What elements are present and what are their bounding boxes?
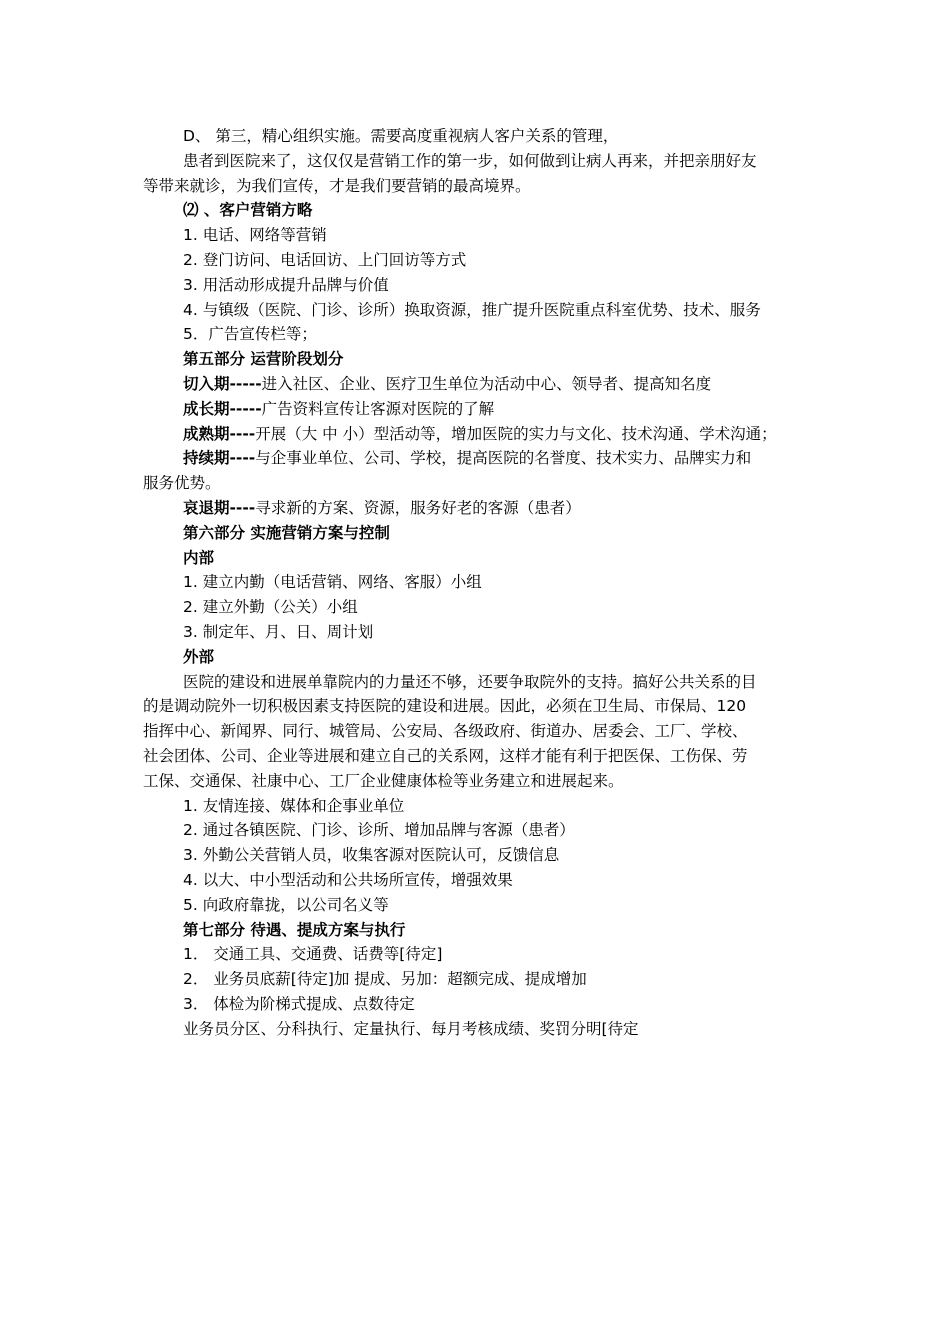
stage-item bbox=[143, 446, 810, 471]
stage-label: 哀退期---- bbox=[183, 498, 256, 517]
list-item: 3. 外勤公关营销人员，收集客源对医院认可，反馈信息 bbox=[183, 846, 560, 865]
list-item: 3. 制定年、月、日、周计划 bbox=[183, 622, 374, 641]
stage-text: 寻求新的方案、资源，服务好老的客源（患者） bbox=[255, 498, 581, 517]
list-item: 1. 电话、网络等营销 bbox=[183, 226, 327, 245]
subsection-heading: 外部 bbox=[183, 647, 215, 666]
paragraph: 服务优势。 bbox=[143, 474, 221, 493]
paragraph: 工保、交通保、社康中心、工厂企业健康体检等业务建立和进展起来。 bbox=[143, 771, 624, 790]
list-item: 5. 向政府靠拢，以公司名义等 bbox=[183, 895, 389, 914]
stage-text: 进入社区、企业、医疗卫生单位为活动中心、领导者、提高知名度 bbox=[261, 374, 712, 393]
section-heading: 第七部分 待遇、提成方案与执行 bbox=[183, 920, 406, 939]
paragraph: 业务员分区、分科执行、定量执行、每月考核成绩、奖罚分明[待定 bbox=[183, 1019, 639, 1038]
stage-label: 成熟期---- bbox=[183, 424, 256, 443]
list-item: 4. 与镇级（医院、门诊、诊所）换取资源，推广提升医院重点科室优势、技术、服务 bbox=[183, 300, 761, 319]
list-item: 2． 业务员底薪[待定]加 提成、另加：超额完成、提成增加 bbox=[183, 970, 587, 989]
list-item: 3． 体检为阶梯式提成、点数待定 bbox=[183, 994, 415, 1013]
stage-text: 开展（大 中 小）型活动等，增加医院的实力与文化、技术沟通、学术沟通； bbox=[255, 424, 777, 443]
stage-item bbox=[143, 372, 810, 397]
list-item: 3. 用活动形成提升品牌与价值 bbox=[183, 275, 389, 294]
subsection-heading: 内部 bbox=[183, 548, 215, 567]
paragraph: 医院的建设和进展单靠院内的力量还不够，还要争取院外的支持。搞好公共关系的目 bbox=[183, 672, 757, 691]
paragraph: 社会团体、公司、企业等进展和建立自己的关系网，这样才能有利于把医保、工伤保、劳 bbox=[143, 746, 748, 765]
stage-label: 持续期---- bbox=[183, 449, 256, 468]
paragraph: 患者到医院来了，这仅仅是营销工作的第一步，如何做到让病人再来，并把亲朋好友 bbox=[183, 151, 757, 170]
stage-label: 切入期----- bbox=[183, 374, 262, 393]
list-item: 2. 登门访问、电话回访、上门回访等方式 bbox=[183, 250, 467, 269]
list-item: 2. 建立外勤（公关）小组 bbox=[183, 598, 358, 617]
paragraph: 的是调动院外一切积极因素支持医院的建设和进展。因此，必须在卫生局、市保局、120 bbox=[143, 697, 747, 716]
list-item: 2. 通过各镇医院、门诊、诊所、增加品牌与客源（患者） bbox=[183, 821, 575, 840]
stage-item bbox=[143, 496, 810, 521]
list-item: 5．广告宣传栏等； bbox=[183, 325, 317, 344]
list-item: 1. 建立内勤（电话营销、网络、客服）小组 bbox=[183, 573, 482, 592]
section-heading: 第五部分 运营阶段划分 bbox=[183, 350, 344, 369]
stage-text: 广告资料宣传让客源对医院的了解 bbox=[261, 399, 495, 418]
stage-label: 成长期----- bbox=[183, 399, 262, 418]
stage-item bbox=[143, 422, 810, 447]
paragraph: D、 第三，精心组织实施。需要高度重视病人客户关系的管理， bbox=[183, 127, 619, 145]
section-heading: 第六部分 实施营销方案与控制 bbox=[183, 523, 390, 542]
paragraph: 等带来就诊，为我们宣传，才是我们要营销的最高境界。 bbox=[143, 176, 531, 195]
stage-text: 与企事业单位、公司、学校，提高医院的名誉度、技术实力、品牌实力和 bbox=[255, 449, 752, 468]
list-item: 1． 交通工具、交通费、话费等[待定] bbox=[183, 945, 443, 964]
list-item: 4. 以大、中小型活动和公共场所宣传，增强效果 bbox=[183, 870, 513, 889]
paragraph: 指挥中心、新闻界、同行、城管局、公安局、各级政府、街道办、居委会、工厂、学校、 bbox=[143, 722, 748, 741]
section-heading: ⑵ 、客户营销方略 bbox=[183, 201, 313, 220]
list-item: 1. 友情连接、媒体和企事业单位 bbox=[183, 796, 405, 815]
stage-item bbox=[143, 397, 810, 422]
